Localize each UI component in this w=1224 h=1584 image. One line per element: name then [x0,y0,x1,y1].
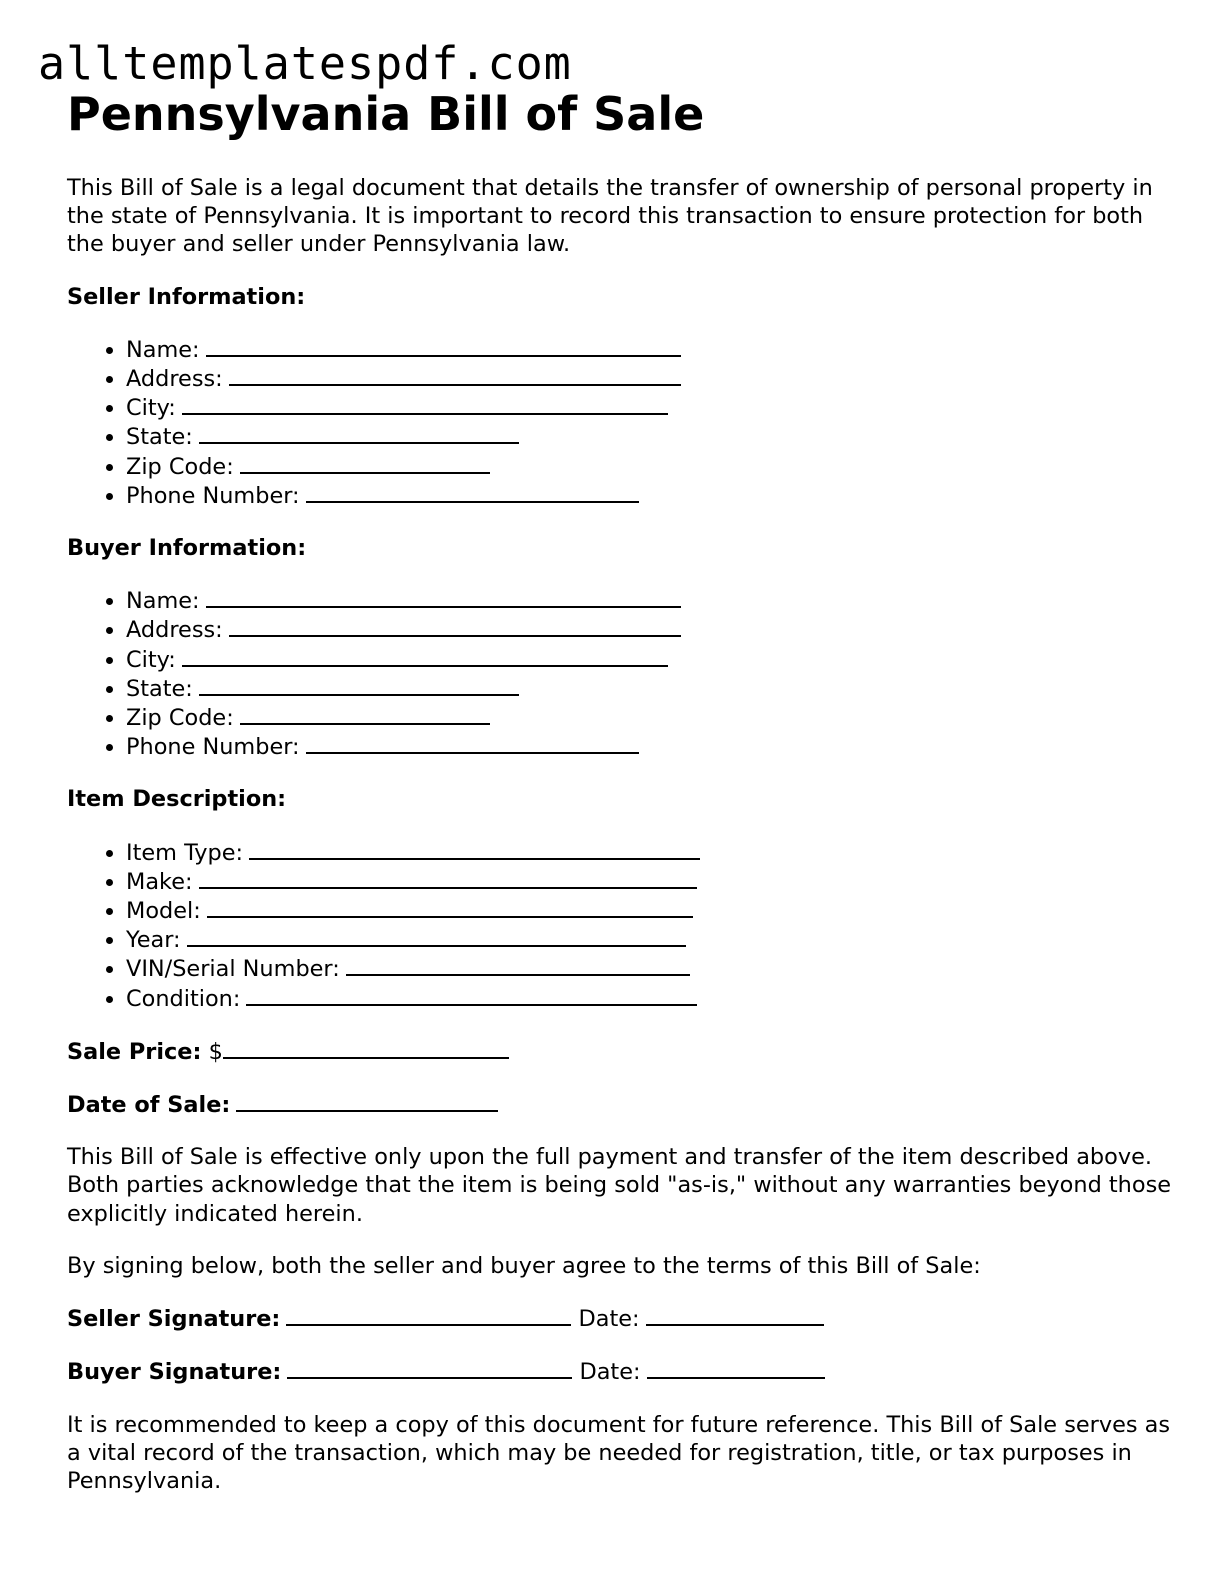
agreement-paragraph: By signing below, both the seller and buyer agree to the terms of this Bill of Sale: [67,1252,981,1279]
item-fields [67,838,1177,1013]
seller-city-field: • City: [126,393,1177,422]
seller-state-blank[interactable] [199,422,519,444]
item-type-field: • Item Type: [126,838,1177,867]
buyer-state-blank[interactable] [199,674,519,696]
buyer-name-blank[interactable] [206,586,681,608]
buyer-date-label: Date: [579,1359,641,1386]
seller-signature-blank[interactable] [286,1304,571,1326]
buyer-signature-label: Buyer Signature: [67,1359,282,1386]
item-year-blank[interactable] [187,925,686,947]
buyer-address-blank[interactable] [229,615,681,637]
effective-paragraph: This Bill of Sale is effective only upon the full payment and transfer of the item described above. Both parties acknowledge that the item is being sold "as-is," without any warranties beyond those explicitly indicated herein. [67,1144,1172,1227]
intro-paragraph: This Bill of Sale is a legal document that details the transfer of ownership of personal property in the state of Pennsylvania. It is important to record this transaction to ensure protection for both the buyer and seller under Pennsylvania law. [67,175,1153,258]
seller-address-blank[interactable] [229,364,681,386]
sale-price-blank[interactable] [223,1037,509,1059]
seller-phone-field: • Phone Number: [126,481,1177,510]
sale-price-label: Sale Price: [67,1038,202,1065]
seller-date-blank[interactable] [646,1304,824,1326]
buyer-state-field: • State: [126,674,1177,703]
item-model-blank[interactable] [207,896,693,918]
item-condition-blank[interactable] [246,984,697,1006]
item-vin-blank[interactable] [346,954,690,976]
buyer-phone-blank[interactable] [306,732,639,754]
seller-city-blank[interactable] [182,393,668,415]
item-make-field: • Make: [126,867,1177,896]
seller-zip-blank[interactable] [240,452,490,474]
item-condition-field: • Condition: [126,984,1177,1013]
buyer-zip-field: • Zip Code: [126,703,1177,732]
seller-zip-field: • Zip Code: [126,452,1177,481]
watermark: alltemplatespdf.com [38,37,572,90]
buyer-phone-field: • Phone Number: [126,732,1177,761]
buyer-date-blank[interactable] [647,1357,825,1379]
item-vin-field: • VIN/Serial Number: [126,954,1177,983]
sale-price-row [67,1037,1177,1066]
seller-phone-blank[interactable] [306,481,639,503]
buyer-city-field: • City: [126,645,1177,674]
closing-paragraph: It is recommended to keep a copy of this document for future reference. This Bill of Sale serves as a vital record of the transaction, which may be needed for registration, title, or tax purposes in Pennsylvania. [67,1411,1171,1494]
document-body [67,86,1177,1495]
buyer-signature-blank[interactable] [287,1357,572,1379]
page-title: Pennsylvania Bill of Sale [67,87,705,141]
date-of-sale-row [67,1090,1177,1119]
seller-state-field: • State: [126,422,1177,451]
buyer-address-field: • Address: [126,615,1177,644]
buyer-signature-row [67,1357,1177,1386]
item-type-blank[interactable] [249,838,700,860]
item-model-field: • Model: [126,896,1177,925]
buyer-zip-blank[interactable] [240,703,490,725]
buyer-fields [67,586,1177,761]
currency-symbol: $ [208,1038,223,1065]
seller-fields [67,335,1177,510]
date-of-sale-blank[interactable] [236,1090,498,1112]
seller-heading: Seller Information: [67,283,306,310]
seller-date-label: Date: [578,1306,640,1333]
seller-address-field: • Address: [126,364,1177,393]
buyer-name-field: • Name: [126,586,1177,615]
buyer-city-blank[interactable] [182,645,668,667]
item-make-blank[interactable] [199,867,697,889]
buyer-heading: Buyer Information: [67,535,307,562]
seller-name-blank[interactable] [206,335,681,357]
seller-signature-row [67,1304,1177,1333]
item-year-field: • Year: [126,925,1177,954]
date-of-sale-label: Date of Sale: [67,1092,231,1119]
seller-signature-label: Seller Signature: [67,1306,281,1333]
item-heading: Item Description: [67,786,287,813]
seller-name-field: • Name: [126,335,1177,364]
